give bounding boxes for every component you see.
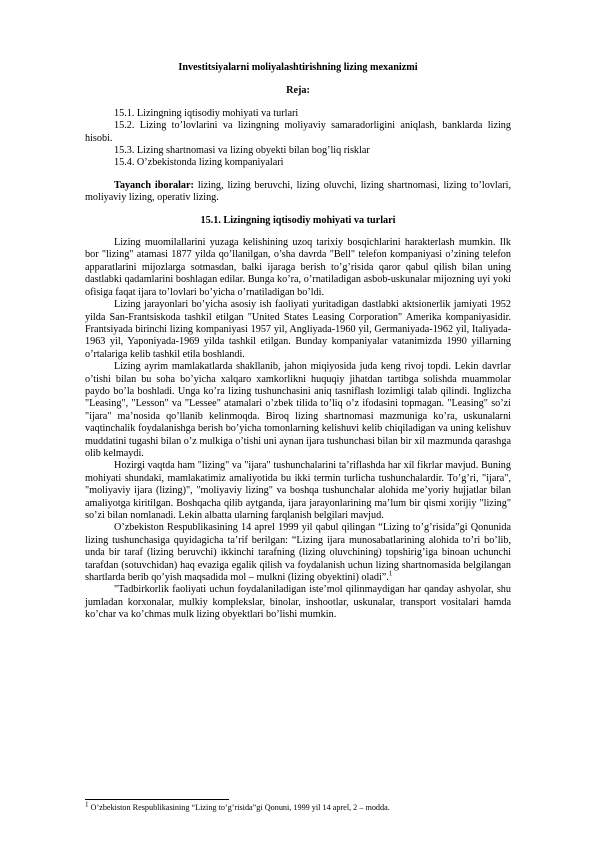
body-paragraph: Lizing jarayonlari bo’yicha asosiy ish faoliyati yuritadigan dastlabki aktsionerlik jamiyati 1952 yilda San-Frantsiskoda tashkil etilgan "United States Leasing Corporation" Amerika kompaniyasidir. Frantsiyada birinchi lizing kompaniyasi 1957 yil, Angliyada-1960 yil, Germaniyada-1962 yil, Italiyada-1963 yil, Yaponiyada-1969 yilda tashkil etilgan. Bunday kompaniyalar vatanimizda 1990 yillarning o’rtalariga kelib tashkil etila boshlandi. <box>85 299 511 360</box>
body-paragraph-with-footnote <box>85 522 511 584</box>
body-paragraph: Lizing ayrim mamlakatlarda shakllanib, jahon miqiyosida juda keng rivoj topdi. Lekin davrlar o’tishi bilan bu soha bo’yicha xalqaro xamkorlikni huquqiy jihatdan tartibga solishda muammolar paydo bo’la boshladi. Unga ko’ra lizing tushunchasini aniq tasniflash lozimligi talab qilindi. Inglizcha "Leasing", "Lesson" va "Lessee" atamalari o’zbek tilida to’liq o’z ifodasini topmagan. "Leasing" so’zi "ijara" ma’nosida qo’llanib kelinmoqda. Biroq lizing shartnomasi mazmuniga ko’ra, uskunalarni vaqtinchalik foydalanishga berish bo’yicha tomonlarning kelishuvi kelib chiqiladigan va uning kelishuv muddatini tugashi bilan o’z mulkiga o’tishi uni aynan ijara tushunchasi bilan bir xil mazmunda qarashga olib kelmaydi. <box>85 361 511 459</box>
section-title: 15.1. Lizingning iqtisodiy mohiyati va turlari <box>200 214 396 226</box>
footnote-reference: 1 <box>388 569 393 578</box>
plan-item: 15.2. Lizing to’lovlarini va lizingning moliyaviy samaradorligini aniqlash, banklarda lizing hisobi. <box>85 120 511 144</box>
plan-item: 15.4. O’zbekistonda lizing kompaniyalari <box>114 157 284 169</box>
document-page <box>85 62 511 622</box>
keywords-paragraph <box>85 180 511 205</box>
footnote <box>85 800 511 813</box>
plan-item: 15.1. Lizingning iqtisodiy mohiyati va turlari <box>114 107 299 119</box>
footnote-divider <box>85 799 229 800</box>
plan-item: 15.3. Lizing shartnomasi va lizing obyekti bilan bog’liq risklar <box>114 145 370 157</box>
body-paragraph-text: O’zbekiston Respublikasining 14 aprel 1999 yil qabul qilingan “Lizing to’g’risida”gi Qonunida lizing tushunchasiga quyidagicha ta’rif berilgan: “Lizing ijara munosabatlarining alohida to’ri bo’lib, unda bir taraf (lizing beruvchi) ikkinchi tarafning (lizing oluvchining) topshirig’iga binoan uchunchi tarafdan (sotuvchidan) haq evaziga egalik qilish va foydalanish uchun lizing shartnomasida belgilangan shartlarda berib qo’yish maqsadida mol – mulkni (lizing obyektini) oladi”. <box>85 522 511 584</box>
body-paragraph: Hozirgi vaqtda ham "lizing" va "ijara" tushunchalarini ta’riflashda har xil fikrlar mavjud. Buning mohiyati shundaki, mamlakatimiz amaliyotida bu ikki termin turlicha tushunchalardir. To’g’ri, "ijara", "moliyaviy ijara (lizing)", "moliyaviy lizing" va boshqa tushunchalar alohida me’yoriy hujjatlar bilan amaliyotga kiritilgan. Boshqacha qilib aytganda, ijara jarayonlarining ma’lum bir qismi xorijiy "lizing" so’zi bilan nomlanadi. Lekin albatta ularning farqlanish belgilari mavjud. <box>85 460 511 521</box>
keywords-label: Tayanch iboralar: <box>114 179 194 191</box>
footnote-number: 1 <box>85 800 89 809</box>
plan-heading: Reja: <box>286 85 310 97</box>
document-title: Investitsiyalarni moliyalashtirishning lizing mexanizmi <box>178 62 418 73</box>
keywords-text: lizing, lizing beruvchi, lizing oluvchi, lizing shartnomasi, lizing to’lovlari, moliyaviy lizing, operativ lizing. <box>85 179 512 204</box>
footnote-text: O’zbekiston Respublikasining “Lizing to’g’risida”gi Qonuni, 1999 yil 14 aprel, 2 – modda. <box>88 803 390 812</box>
plan-list <box>85 108 511 170</box>
body-paragraph: "Tadbirkorlik faoliyati uchun foydalaniladigan iste’mol qilinmaydigan har qanday ashyolar, shu jumladan korxonalar, mulkiy komplekslar, binolar, inshootlar, uskunalar, transport vositalari hamda ko’char va ko’chmas mulk lizing obyektlari bo’lishi mumkin. <box>85 584 511 621</box>
body-paragraph: Lizing muomilallarini yuzaga kelishining uzoq tarixiy bosqichlarini harakterlash mumkin. Ilk bor "lizing" atamasi 1877 yilda qo’llanilgan, o’sha davrda "Bell" telefon kompaniyasi o’zining telefon apparatlarini mijozlarga sotmasdan, balki ijaraga berish to’g’risida qaror qabul qilish bilan uning dastlabki qadamlarini boshlagan edilar. Bunga ko’ra, o’rnatiladigan asbob-uskunalar mijozning uyi yoki ofisiga faqat ijara to’lovlari bo’yicha o’rnatiladigan bo’ldi. <box>85 237 511 298</box>
